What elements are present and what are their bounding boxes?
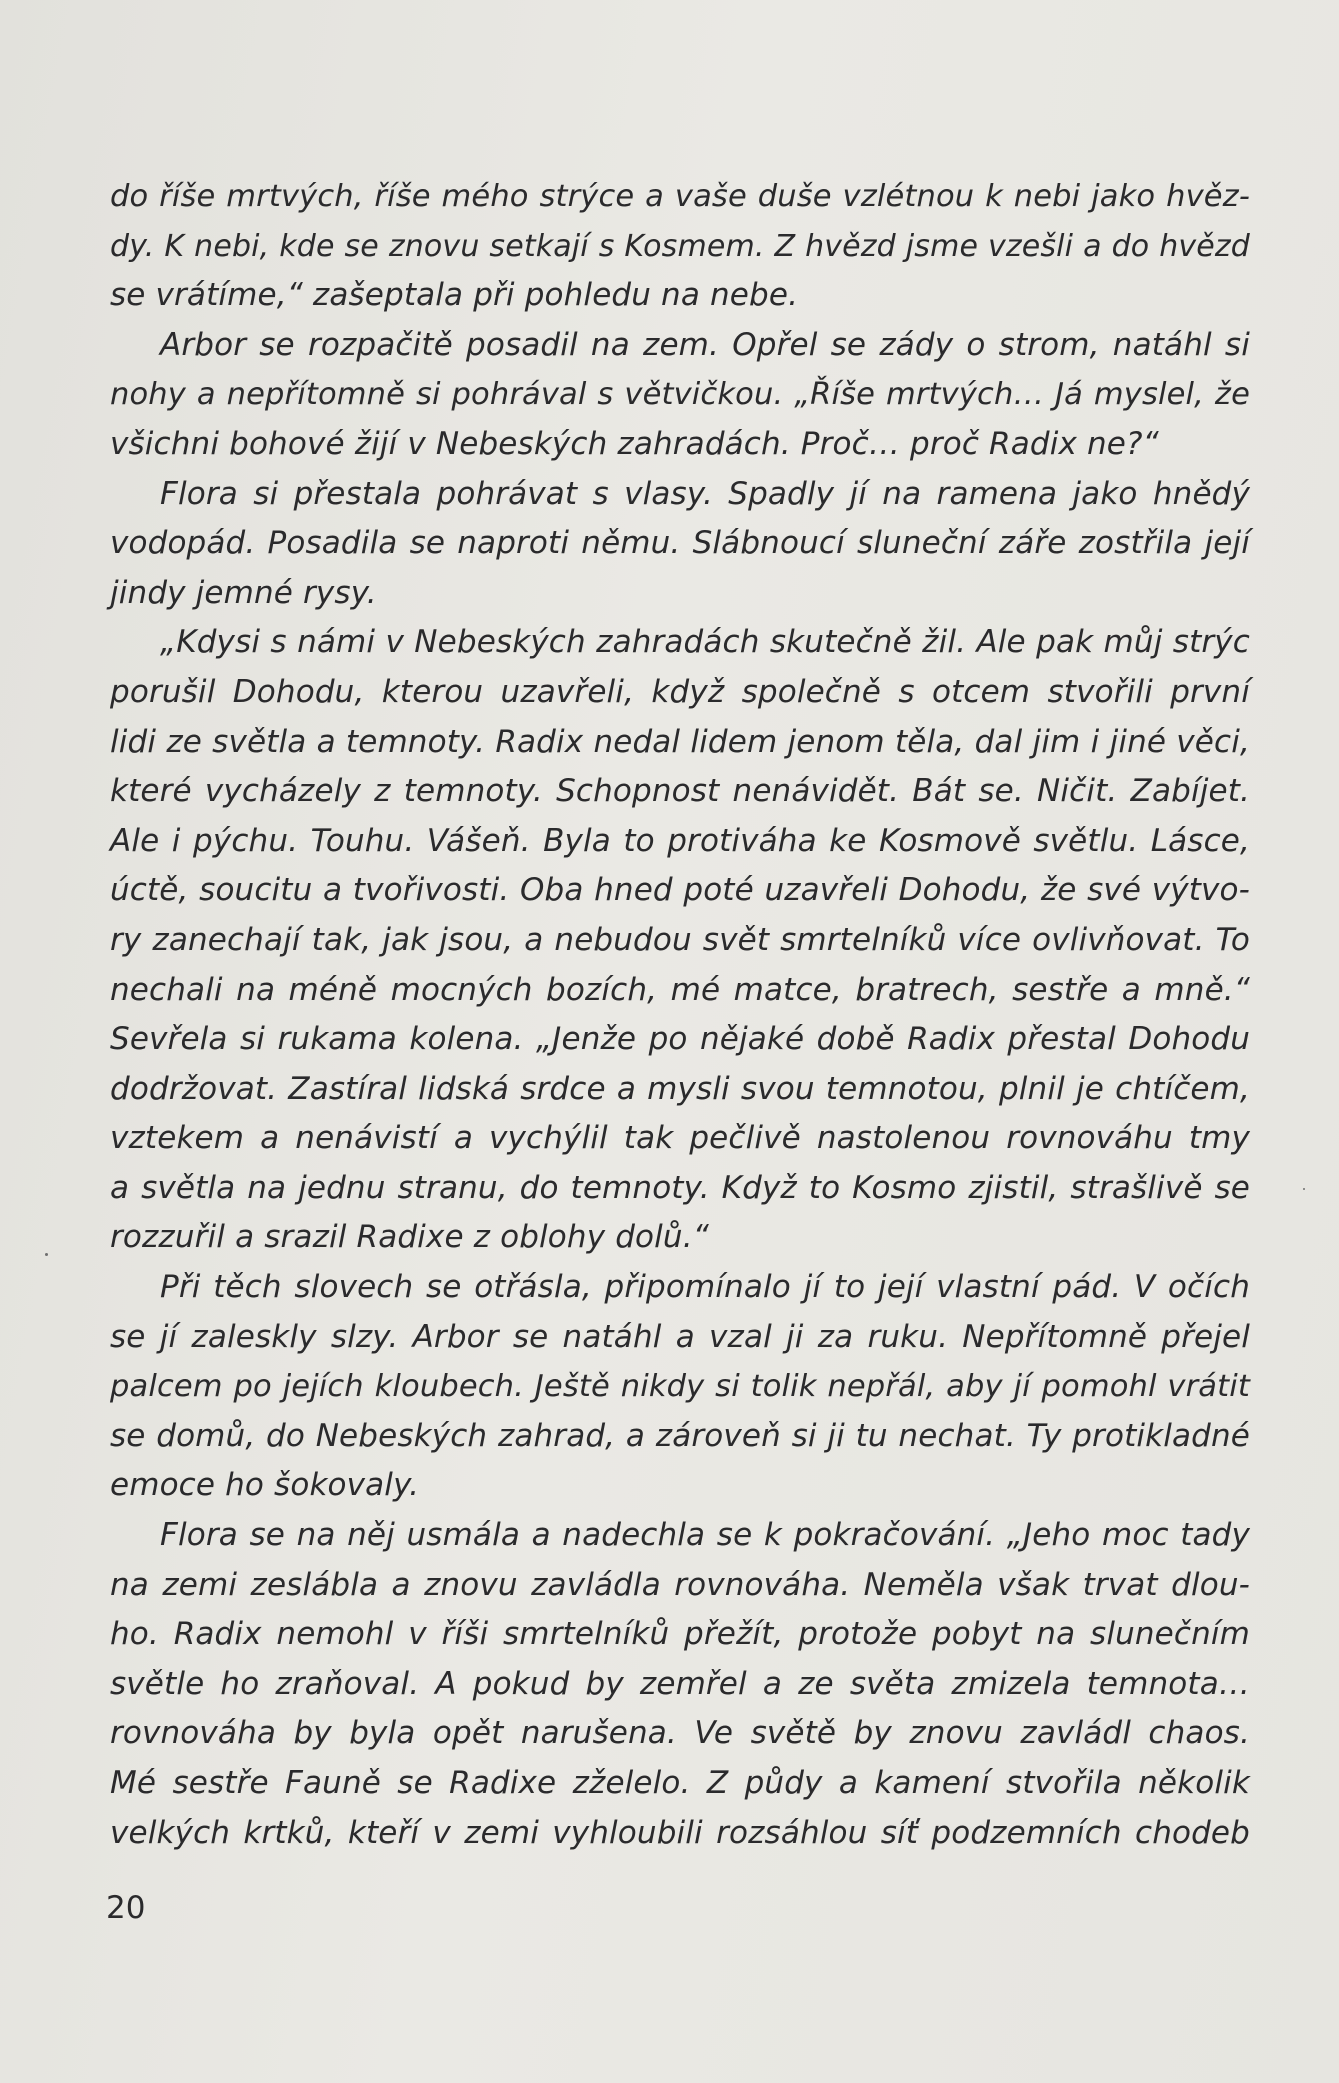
paragraph-first-line: Při těch slovech se otřásla, připomínalo jí to její vlastní pád. V očích bbox=[160, 1269, 1250, 1306]
text-line: dodržovat. Zastíral lidská srdce a mysli svou temnotou, plnil je chtíčem, bbox=[110, 1070, 1250, 1107]
text-line: nohy a nepřítomně si pohrával s větvičkou. „Říše mrtvých… Já myslel, že bbox=[110, 377, 1250, 413]
text-line: nechali na méně mocných bozích, mé matce, bratrech, sestře a mně.“ bbox=[110, 971, 1250, 1008]
paragraph-first-line: „Kdysi s námi v Nebeských zahradách skutečně žil. Ale pak můj strýc bbox=[160, 624, 1250, 661]
text-line: ho. Radix nemohl v říši smrtelníků přežít, protože pobyt na slunečním bbox=[110, 1616, 1250, 1653]
text-line: Ale i pýchu. Touhu. Vášeň. Byla to protiváha ke Kosmově světlu. Lásce, bbox=[110, 822, 1250, 859]
text-line: vztekem a nenávistí a vychýlil tak pečlivě nastolenou rovnováhu tmy bbox=[110, 1120, 1250, 1157]
text-line: ry zanechají tak, jak jsou, a nebudou svět smrtelníků více ovlivňovat. To bbox=[110, 921, 1250, 958]
text-line: se domů, do Nebeských zahrad, a zároveň si ji tu nechat. Ty protikladné bbox=[110, 1417, 1250, 1454]
text-line: rozzuřil a srazil Radixe z oblohy dolů.“ bbox=[110, 1219, 709, 1256]
text-line: na zemi zeslábla a znovu zavládla rovnováha. Neměla však trvat dlou- bbox=[110, 1566, 1250, 1603]
text-line: a světla na jednu stranu, do temnoty. Když to Kosmo zjistil, strašlivě se bbox=[110, 1169, 1250, 1206]
text-line: se vrátíme,“ zašeptala při pohledu na nebe. bbox=[110, 277, 799, 314]
text-line: Sevřela si rukama kolena. „Jenže po nějaké době Radix přestal Dohodu bbox=[110, 1021, 1250, 1058]
text-line: porušil Dohodu, kterou uzavřeli, když společně s otcem stvořili první bbox=[110, 673, 1250, 710]
paper-speck bbox=[45, 1253, 48, 1256]
text-line: se jí zaleskly slzy. Arbor se natáhl a vzal ji za ruku. Nepřítomně přejel bbox=[110, 1318, 1250, 1355]
page-number: 20 bbox=[106, 1890, 146, 1926]
paper-speck bbox=[1303, 1188, 1305, 1190]
text-line: rovnováha by byla opět narušena. Ve světě by znovu zavládl chaos. bbox=[110, 1715, 1250, 1752]
text-line: jindy jemné rysy. bbox=[110, 574, 377, 611]
text-line: lidi ze světla a temnoty. Radix nedal lidem jenom těla, dal jim i jiné věci, bbox=[110, 723, 1250, 760]
text-line: úctě, soucitu a tvořivosti. Oba hned poté uzavřeli Dohodu, že své výtvo- bbox=[110, 872, 1250, 909]
text-line: které vycházely z temnoty. Schopnost nenávidět. Bát se. Ničit. Zabíjet. bbox=[110, 773, 1250, 810]
text-line: do říše mrtvých, říše mého strýce a vaše duše vzlétnou k nebi jako hvěz- bbox=[110, 179, 1250, 214]
text-line: vodopád. Posadila se naproti němu. Slábnoucí sluneční záře zostřila její bbox=[110, 525, 1250, 562]
body-text bbox=[110, 172, 1250, 1858]
paragraph-first-line: Flora si přestala pohrávat s vlasy. Spadly jí na ramena jako hnědý bbox=[160, 475, 1250, 512]
text-line: dy. K nebi, kde se znovu setkají s Kosmem. Z hvězd jsme vzešli a do hvězd bbox=[110, 228, 1250, 264]
text-line: všichni bohové žijí v Nebeských zahradách. Proč… proč Radix ne?“ bbox=[110, 425, 1159, 462]
text-line: světle ho zraňoval. A pokud by zemřel a ze světa zmizela temnota… bbox=[110, 1665, 1250, 1702]
text-line: velkých krtků, kteří v zemi vyhloubili rozsáhlou síť podzemních chodeb bbox=[110, 1814, 1250, 1851]
text-line: emoce ho šokovaly. bbox=[110, 1467, 420, 1504]
text-line: palcem po jejích kloubech. Ještě nikdy si tolik nepřál, aby jí pomohl vrátit bbox=[110, 1369, 1250, 1405]
text-line: Mé sestře Fauně se Radixe zželelo. Z půdy a kamení stvořila několik bbox=[110, 1765, 1250, 1801]
paragraph-first-line: Flora se na něj usmála a nadechla se k pokračování. „Jeho moc tady bbox=[160, 1517, 1250, 1554]
paragraph-first-line: Arbor se rozpačitě posadil na zem. Opřel se zády o strom, natáhl si bbox=[160, 326, 1250, 363]
